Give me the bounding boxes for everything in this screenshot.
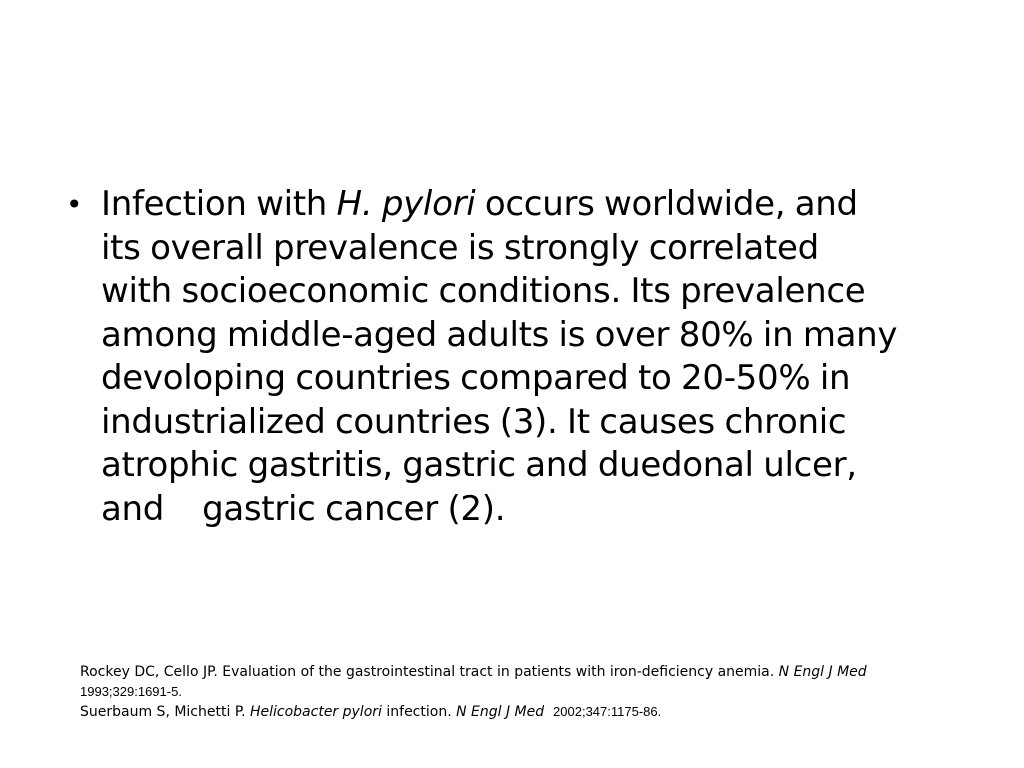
bullet-paragraph: [66, 183, 966, 531]
reference-2: [80, 702, 1010, 722]
bullet-line-3: with socioeconomic conditions. Its prevalence: [101, 271, 866, 311]
bullet-line-8-b: gastric cancer (2).: [202, 488, 506, 529]
bullet-line-6: industrialized countries (3). It causes chronic: [101, 401, 847, 442]
bullet-line-5: devoloping countries compared to 20-50% in: [101, 358, 851, 398]
bullet-line-1: [101, 183, 966, 227]
reference-2-title-post: infection.: [381, 704, 457, 720]
bullet-line-8-a: and: [101, 488, 165, 529]
bullet-line-1-pre: Infection with: [101, 184, 337, 224]
references: [80, 662, 1010, 722]
reference-2-title-italic: Helicobacter pylori: [249, 704, 382, 720]
reference-1-authors-title: Rockey DC, Cello JP. Evaluation of the gastrointestinal tract in patients with iron-deficiency anemia.: [80, 664, 779, 680]
bullet-line-1-post: occurs worldwide, and: [475, 184, 858, 224]
reference-2-citation: 2002;347:1175-86.: [553, 704, 662, 719]
bullet-line-2: its overall prevalence is strongly correlated: [101, 227, 819, 268]
bullet-text: [101, 183, 966, 531]
reference-2-journal: N Engl J Med: [456, 704, 545, 720]
reference-2-authors: Suerbaum S, Michetti P.: [80, 704, 250, 720]
reference-1-journal: N Engl J Med: [778, 664, 867, 680]
bullet-line-4: among middle-aged adults is over 80% in many: [101, 314, 898, 355]
reference-1-citation: 1993;329:1691-5.: [80, 684, 182, 699]
reference-1: [80, 662, 1010, 682]
bullet-line-8: [101, 488, 966, 532]
species-name-italic: H. pylori: [336, 184, 476, 224]
bullet-line-7: atrophic gastritis, gastric and duedonal ulcer,: [101, 445, 857, 485]
bullet-symbol: •: [66, 188, 83, 221]
